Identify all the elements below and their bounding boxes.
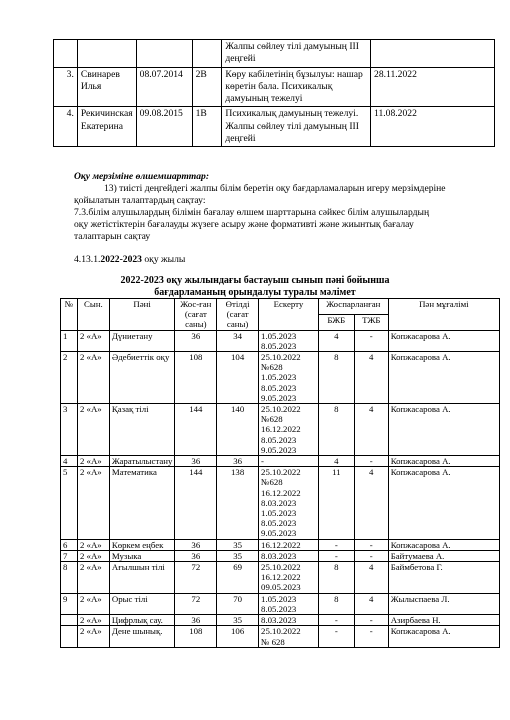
student-name: Рекичинская Екатерина [77, 107, 136, 147]
row-teacher: Копжасарова А. [388, 352, 499, 404]
row-class: 2 «А» [77, 330, 109, 351]
row-num: 9 [61, 593, 78, 614]
row-class: 2 «А» [77, 615, 109, 626]
row-planned: 36 [175, 539, 217, 550]
table-row [61, 550, 500, 561]
header-tzb: ТЖБ [354, 314, 388, 330]
row-tzb: - [354, 615, 388, 626]
row-teacher: Жылыспаева Л. [388, 593, 499, 614]
row-bzb: - [318, 550, 354, 561]
row-bzb: - [318, 615, 354, 626]
header-teacher: Пән мұғалімі [388, 299, 499, 331]
table-row [61, 352, 500, 404]
row-bzb: 8 [318, 404, 354, 456]
row-tzb: 4 [354, 593, 388, 614]
row-done: 35 [217, 550, 259, 561]
student-class: 2В [192, 67, 222, 107]
row-bzb: 4 [318, 456, 354, 467]
header-class: Сын. [77, 299, 109, 331]
table-row [61, 562, 500, 594]
row-num: 4 [61, 456, 78, 467]
row-done: 138 [217, 467, 259, 539]
student-class [192, 40, 222, 68]
header-done: Өтілді (сағат саны) [217, 299, 259, 331]
row-tzb: - [354, 456, 388, 467]
paragraph-line-3: 7.3.білім алушылардың білімін бағалау өлшем шарттарына сәйкес білім алушылардың [74, 207, 430, 218]
row-tzb: 4 [354, 467, 388, 539]
row-planned: 144 [175, 404, 217, 456]
row-note: 8.03.2023 [259, 615, 319, 626]
program-table [60, 298, 500, 648]
student-name: Свинарев Илья [77, 67, 136, 107]
paragraph-line-5: талаптарын сақтау [74, 231, 151, 242]
row-planned: 144 [175, 467, 217, 539]
student-name [77, 40, 136, 68]
row-num: 3 [61, 404, 78, 456]
row-planned: 72 [175, 593, 217, 614]
row-note: 25.10.2022 № 628 [259, 626, 319, 647]
student-birthdate [136, 40, 192, 68]
row-bzb: 4 [318, 330, 354, 351]
row-bzb: 8 [318, 593, 354, 614]
row-class: 2 «А» [77, 550, 109, 561]
table-row [61, 404, 500, 456]
row-teacher: Копжасарова А. [388, 330, 499, 351]
row-class: 2 «А» [77, 539, 109, 550]
row-planned: 36 [175, 615, 217, 626]
header-planned: Жос-ған (сағат саны) [175, 299, 217, 331]
paragraph-line-4: оқу жетістіктерін бағалауды жүзеге асыру және формативті және жиынтық бағалау [74, 219, 414, 230]
row-bzb: 11 [318, 467, 354, 539]
header-note: Ескерту [259, 299, 319, 331]
row-class: 2 «А» [77, 352, 109, 404]
row-num: 8 [61, 562, 78, 594]
row-subject: Қазақ тілі [109, 404, 175, 456]
row-bzb: - [318, 626, 354, 647]
row-note: 25.10.2022 №628 16.12.2022 8.03.2023 1.05.2023 8.05.2023 9.05.2023 [259, 467, 319, 539]
row-planned: 36 [175, 550, 217, 561]
row-teacher: Копжасарова А. [388, 626, 499, 647]
row-note: 1.05.2023 8.05.2023 [259, 330, 319, 351]
row-note: 8.03.2023 [259, 550, 319, 561]
student-row [54, 107, 495, 147]
year-suffix: оқу жылы [141, 254, 186, 265]
students-table [53, 39, 495, 147]
row-bzb: - [318, 539, 354, 550]
row-note: - [259, 456, 319, 467]
table-row [61, 330, 500, 351]
row-note: 25.10.2022 №628 16.12.2022 8.05.2023 9.05.2023 [259, 404, 319, 456]
student-end-date [371, 40, 495, 68]
row-done: 104 [217, 352, 259, 404]
row-planned: 36 [175, 456, 217, 467]
row-tzb: 4 [354, 562, 388, 594]
row-tzb: - [354, 626, 388, 647]
student-end-date: 28.11.2022 [371, 67, 495, 107]
row-teacher: Копжасарова А. [388, 467, 499, 539]
student-row [54, 40, 495, 68]
row-done: 106 [217, 626, 259, 647]
row-num [61, 626, 78, 647]
row-num [61, 615, 78, 626]
row-done: 34 [217, 330, 259, 351]
row-tzb: - [354, 330, 388, 351]
row-class: 2 «А» [77, 562, 109, 594]
student-notes: Көру кабілетінің бұзылуы: нашар көретін бала. Психикалық дамуының тежелуі [222, 67, 371, 107]
row-note: 25.10.2022 16.12.2022 09.05.2023 [259, 562, 319, 594]
row-teacher: Байтумаева А. [388, 550, 499, 561]
year-bold: 2022-2023 [100, 254, 142, 265]
student-num [54, 40, 78, 68]
row-done: 140 [217, 404, 259, 456]
table-row [61, 467, 500, 539]
row-teacher: Копжасарова А. [388, 456, 499, 467]
row-teacher: Азирбаева Н. [388, 615, 499, 626]
row-tzb: - [354, 539, 388, 550]
student-num: 4. [54, 107, 78, 147]
row-done: 70 [217, 593, 259, 614]
row-subject: Математика [109, 467, 175, 539]
row-teacher: Копжасарова А. [388, 539, 499, 550]
student-row [54, 67, 495, 107]
row-done: 69 [217, 562, 259, 594]
row-note: 25.10.2022 №628 1.05.2023 8.05.2023 9.05.2023 [259, 352, 319, 404]
row-class: 2 «А» [77, 456, 109, 467]
row-subject: Дене шынық. [109, 626, 175, 647]
row-bzb: 8 [318, 352, 354, 404]
row-done: 35 [217, 615, 259, 626]
row-teacher: Баймбетова Г. [388, 562, 499, 594]
student-class: 1В [192, 107, 222, 147]
row-num: 7 [61, 550, 78, 561]
student-notes: Жалпы сөйлеу тілі дамуының III деңгейі [222, 40, 371, 68]
table-row [61, 615, 500, 626]
table-row [61, 593, 500, 614]
paragraph-line-1: 13) тиісті деңгейдегі жалпы білім беретін оқу бағдарламаларын игеру мерзімдеріне [104, 183, 446, 194]
row-class: 2 «А» [77, 593, 109, 614]
row-subject: Орыс тілі [109, 593, 175, 614]
student-end-date: 11.08.2022 [371, 107, 495, 147]
row-subject: Көркем еңбек [109, 539, 175, 550]
criteria-heading: Оқу мерзіміне өлшемшарттар: [74, 171, 210, 182]
header-plan-group: Жоспарланған [318, 299, 388, 315]
row-done: 35 [217, 539, 259, 550]
row-planned: 72 [175, 562, 217, 594]
table-row [61, 456, 500, 467]
row-planned: 108 [175, 626, 217, 647]
row-class: 2 «А» [77, 626, 109, 647]
row-subject: Әдебиеттік оқу [109, 352, 175, 404]
table-row [61, 539, 500, 550]
header-subject: Пәні [109, 299, 175, 331]
row-note: 1.05.2023 8.05.2023 [259, 593, 319, 614]
paragraph-line-2: қойылатын талаптардың сақтау: [74, 195, 206, 206]
table-row [61, 626, 500, 647]
row-subject: Музыка [109, 550, 175, 561]
row-note: 16.12.2022 [259, 539, 319, 550]
table-title-line-2: бағдарламаның орындалуы туралы мәлімет [154, 287, 356, 298]
header-num: № [61, 299, 78, 331]
row-subject: Жаратылыстану [109, 456, 175, 467]
table-title-line-1: 2022-2023 оқу жылындағы бастауыш сынып пәні бойынша [120, 275, 390, 286]
year-prefix: 4.13.1. [74, 254, 101, 265]
row-num: 5 [61, 467, 78, 539]
row-class: 2 «А» [77, 467, 109, 539]
row-subject: Цифрлық сау. [109, 615, 175, 626]
row-bzb: 8 [318, 562, 354, 594]
student-num: 3. [54, 67, 78, 107]
student-notes: Психикалық дамуының тежелуі. Жалпы сөйлеу тілі дамуының III деңгейі [222, 107, 371, 147]
row-num: 6 [61, 539, 78, 550]
header-bzb: БЖБ [318, 314, 354, 330]
row-tzb: 4 [354, 404, 388, 456]
row-planned: 36 [175, 330, 217, 351]
row-teacher: Копжасарова А. [388, 404, 499, 456]
row-num: 2 [61, 352, 78, 404]
row-tzb: 4 [354, 352, 388, 404]
row-subject: Дүниетану [109, 330, 175, 351]
row-planned: 108 [175, 352, 217, 404]
student-birthdate: 08.07.2014 [136, 67, 192, 107]
row-tzb: - [354, 550, 388, 561]
row-num: 1 [61, 330, 78, 351]
row-class: 2 «А» [77, 404, 109, 456]
school-year-line [74, 254, 185, 266]
row-done: 36 [217, 456, 259, 467]
student-birthdate: 09.08.2015 [136, 107, 192, 147]
row-subject: Ағылшын тілі [109, 562, 175, 594]
